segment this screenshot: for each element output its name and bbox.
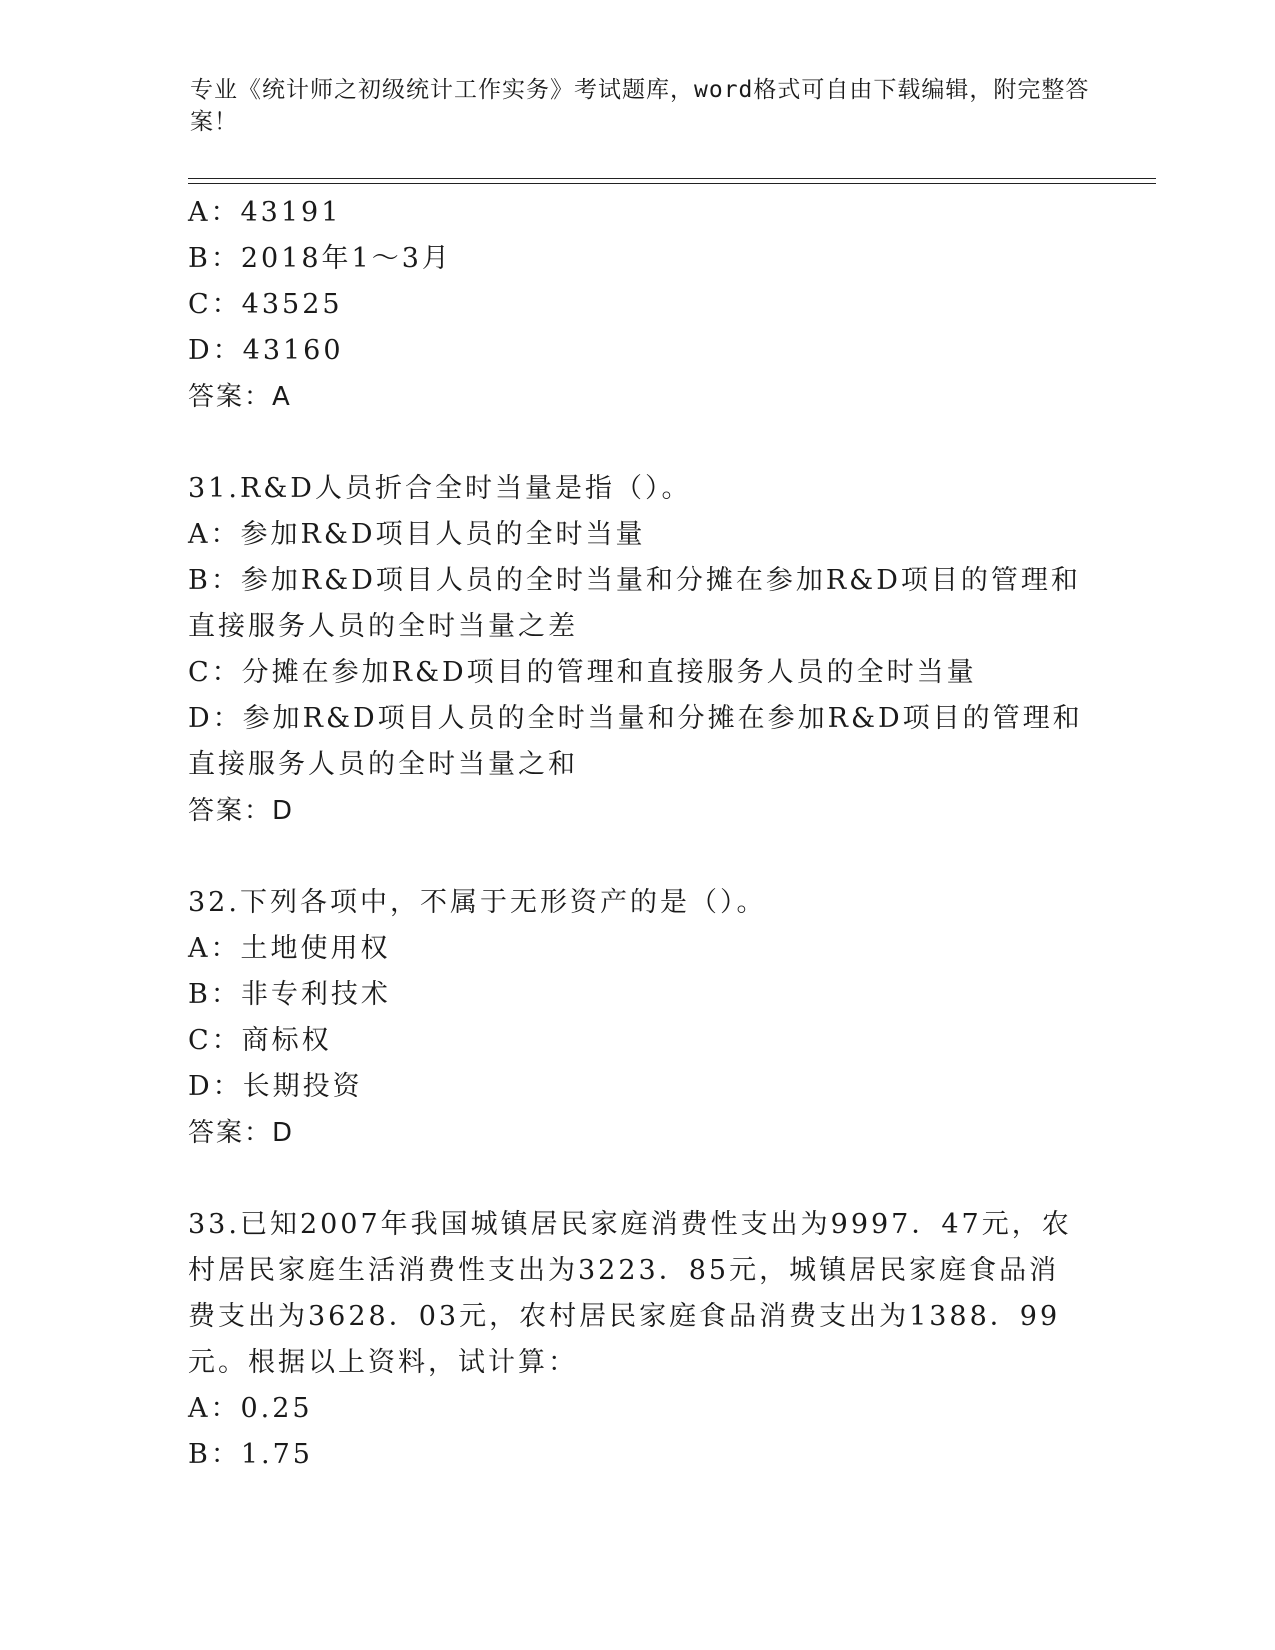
option-c: C：分摊在参加R&D项目的管理和直接服务人员的全时当量 (188, 657, 977, 688)
question-33 (188, 1202, 1088, 1478)
spacer (188, 1156, 1088, 1202)
question-stem: 33.已知2007年我国城镇居民家庭消费性支出为9997．47元，农村居民家庭生活消费性支出为3223．85元，城镇居民家庭食品消费支出为3628．03元，农村居民家庭食品消费支出为1388．99元。根据以上资料，试计算： (188, 1209, 1072, 1378)
answer: 答案：A (188, 382, 292, 412)
question-32 (188, 880, 1088, 1156)
option-b: B：2018年1～3月 (188, 243, 452, 274)
option-c: C：43525 (188, 289, 343, 320)
option-b: B：非专利技术 (188, 979, 391, 1010)
document-header: 专业《统计师之初级统计工作实务》考试题库，word格式可自由下载编辑，附完整答案！ (190, 77, 1090, 135)
spacer (188, 834, 1088, 880)
option-d: D：参加R&D项目人员的全时当量和分摊在参加R&D项目的管理和直接服务人员的全时当量之和 (188, 703, 1083, 780)
question-31 (188, 466, 1088, 834)
question-stem: 32.下列各项中，不属于无形资产的是（）。 (188, 887, 767, 918)
answer: 答案：D (188, 796, 295, 826)
option-b: B：参加R&D项目人员的全时当量和分摊在参加R&D项目的管理和直接服务人员的全时当量之差 (188, 565, 1081, 642)
spacer (188, 420, 1088, 466)
option-a: A：43191 (188, 197, 342, 228)
question-stem: 31.R&D人员折合全时当量是指（）。 (188, 473, 692, 504)
option-d: D：长期投资 (188, 1071, 363, 1102)
header-divider-bottom (188, 183, 1156, 184)
option-d: D：43160 (188, 335, 344, 366)
header-divider-top (188, 178, 1156, 179)
question-list (188, 190, 1088, 1478)
question-30 (188, 190, 1088, 420)
answer: 答案：D (188, 1118, 295, 1148)
option-a: A：参加R&D项目人员的全时当量 (188, 519, 646, 550)
option-a: A：0.25 (188, 1393, 313, 1424)
option-b: B：1.75 (188, 1439, 313, 1470)
option-a: A：土地使用权 (188, 933, 391, 964)
option-c: C：商标权 (188, 1025, 332, 1056)
